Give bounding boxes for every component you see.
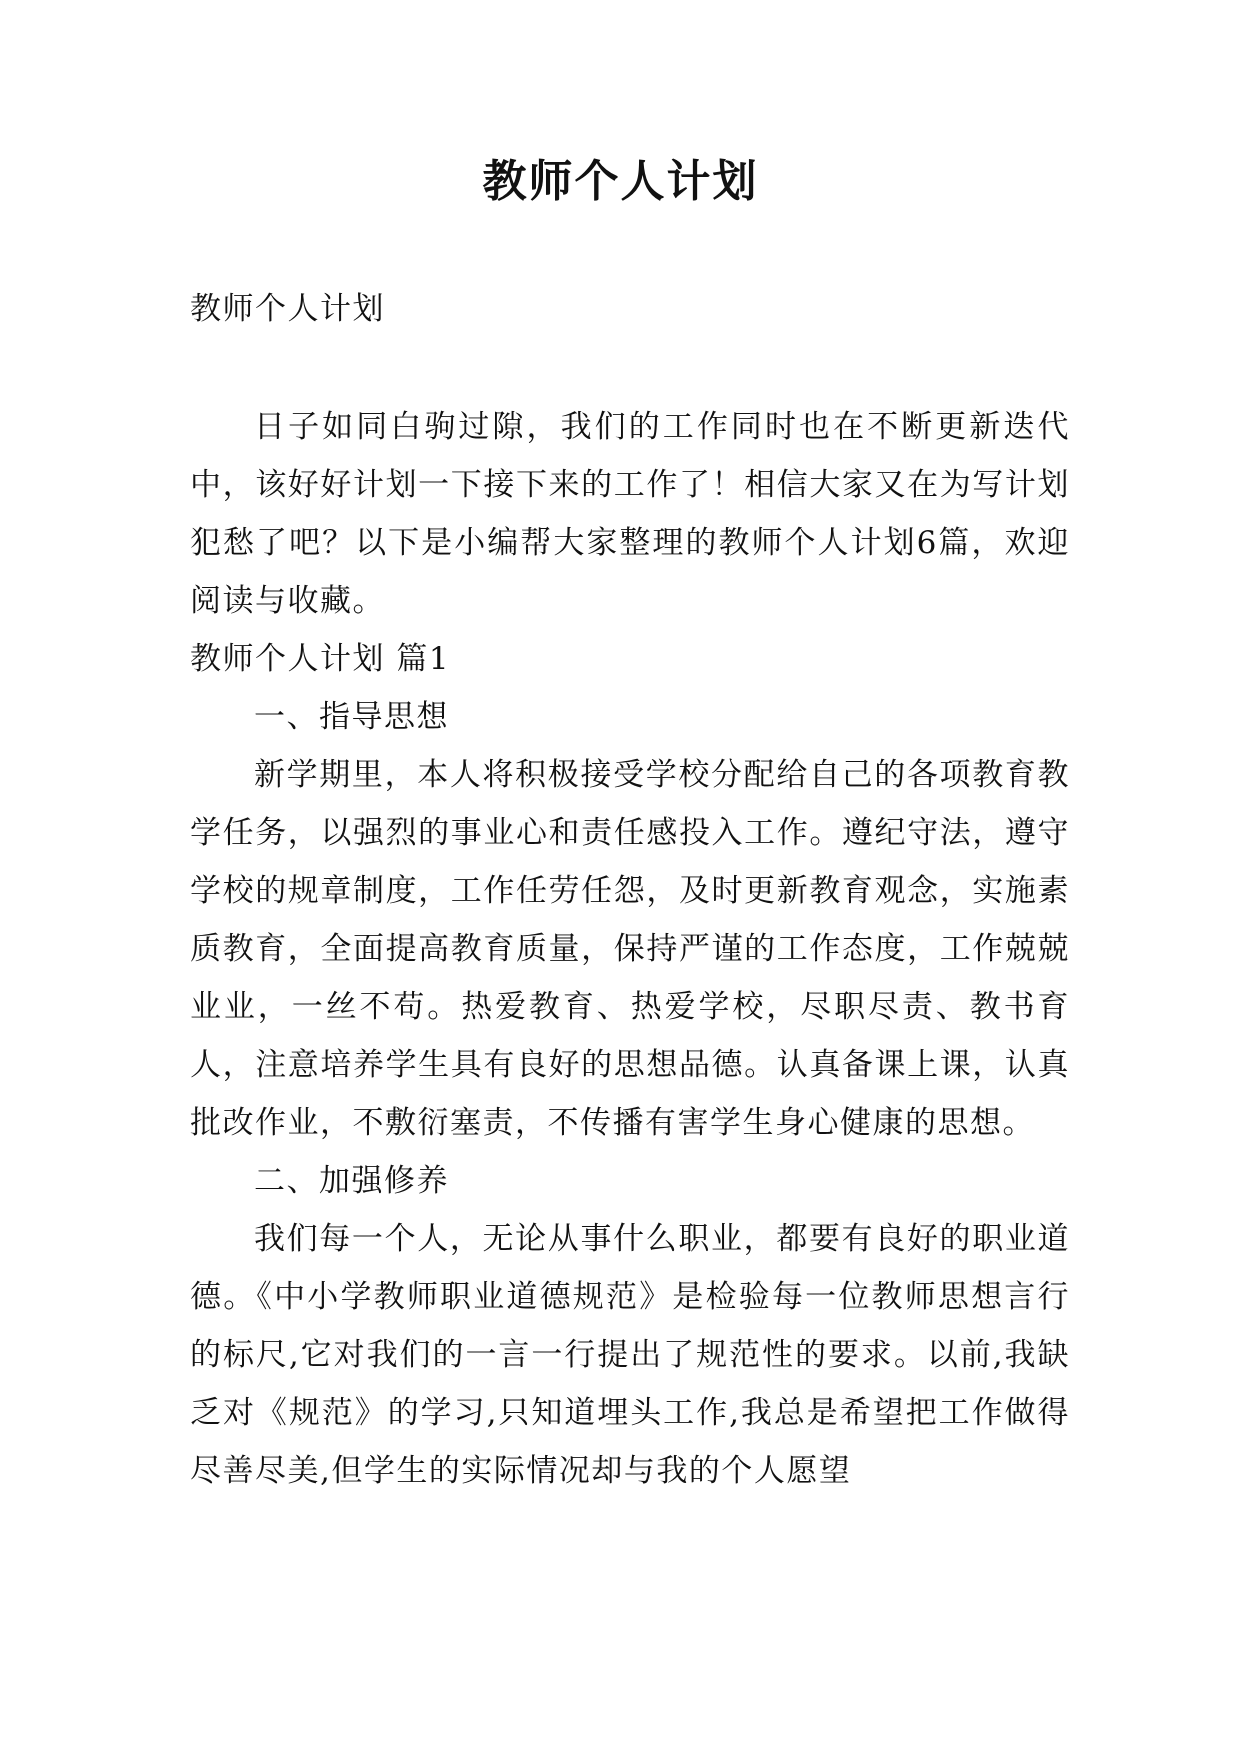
section1-heading: 一、指导思想 bbox=[254, 699, 449, 735]
document-body bbox=[190, 280, 1070, 1500]
chapter-heading: 教师个人计划 篇1 bbox=[190, 641, 451, 677]
section2-heading: 二、加强修养 bbox=[254, 1163, 449, 1199]
section2-paragraph: 我们每一个人，无论从事什么职业，都要有良好的职业道德。《中小学教师职业道德规范》是检验每一位教师思想言行的标尺,它对我们的一言一行提出了规范性的要求。以前,我缺乏对《规范》的学习,只知道埋头工作,我总是希望把工作做得尽善尽美,但学生的实际情况却与我的个人愿望 bbox=[190, 1221, 1070, 1489]
intro-paragraph: 日子如同白驹过隙，我们的工作同时也在不断更新迭代中，该好好计划一下接下来的工作了！相信大家又在为写计划犯愁了吧？以下是小编帮大家整理的教师个人计划6篇，欢迎阅读与收藏。 bbox=[190, 409, 1070, 619]
document-subtitle: 教师个人计划 bbox=[190, 291, 385, 327]
document-title: 教师个人计划 bbox=[482, 156, 759, 207]
section1-paragraph: 新学期里，本人将积极接受学校分配给自己的各项教育教学任务，以强烈的事业心和责任感投入工作。遵纪守法，遵守学校的规章制度，工作任劳任怨，及时更新教育观念，实施素质教育，全面提高教育质量，保持严谨的工作态度，工作兢兢业业，一丝不苟。热爱教育、热爱学校，尽职尽责、教书育人，注意培养学生具有良好的思想品德。认真备课上课，认真批改作业，不敷衍塞责，不传播有害学生身心健康的思想。 bbox=[190, 757, 1070, 1141]
